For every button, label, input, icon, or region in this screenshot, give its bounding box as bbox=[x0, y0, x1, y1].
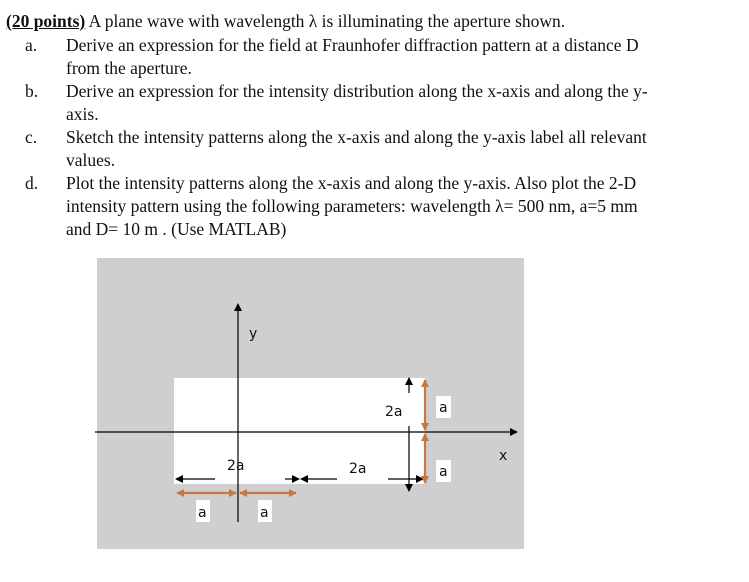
height-dim-label: 2a bbox=[385, 404, 403, 420]
part-b-line-2: axis. bbox=[66, 104, 99, 124]
part-a-line-1: Derive an expression for the field at Fraunhofer diffraction pattern at a distance D bbox=[66, 35, 639, 55]
aperture-opening bbox=[174, 378, 425, 484]
a-dim-right-label: a bbox=[260, 505, 269, 521]
points-label: (20 points) bbox=[6, 11, 86, 31]
part-d-label: d. bbox=[25, 173, 39, 193]
a-dim-left-label: a bbox=[198, 505, 207, 521]
part-a-label: a. bbox=[25, 35, 38, 55]
part-c-line-2: values. bbox=[66, 150, 116, 170]
width-dim-right-label: 2a bbox=[349, 461, 367, 477]
part-a-line-2: from the aperture. bbox=[66, 58, 192, 78]
y-axis-label: y bbox=[249, 326, 258, 342]
part-c-line-1: Sketch the intensity patterns along the x-axis and along the y-axis label all relevant bbox=[66, 127, 647, 147]
x-axis-label: x bbox=[499, 448, 508, 464]
part-c-label: c. bbox=[25, 127, 38, 147]
question-intro: A plane wave with wavelength λ is illuminating the aperture shown. bbox=[85, 11, 566, 31]
part-b-line-1: Derive an expression for the intensity distribution along the x-axis and along the y- bbox=[66, 81, 648, 101]
width-dim-left-label: 2a bbox=[227, 458, 245, 474]
a-dim-bottom-label: a bbox=[439, 464, 448, 480]
a-dim-top-label: a bbox=[439, 400, 448, 416]
part-d-line-2: intensity pattern using the following parameters: wavelength λ= 500 nm, a=5 mm bbox=[66, 196, 638, 216]
part-b-label: b. bbox=[25, 81, 39, 101]
part-d-line-3: and D= 10 m . (Use MATLAB) bbox=[66, 219, 287, 239]
part-d-line-1: Plot the intensity patterns along the x-axis and along the y-axis. Also plot the 2-D bbox=[66, 173, 637, 193]
